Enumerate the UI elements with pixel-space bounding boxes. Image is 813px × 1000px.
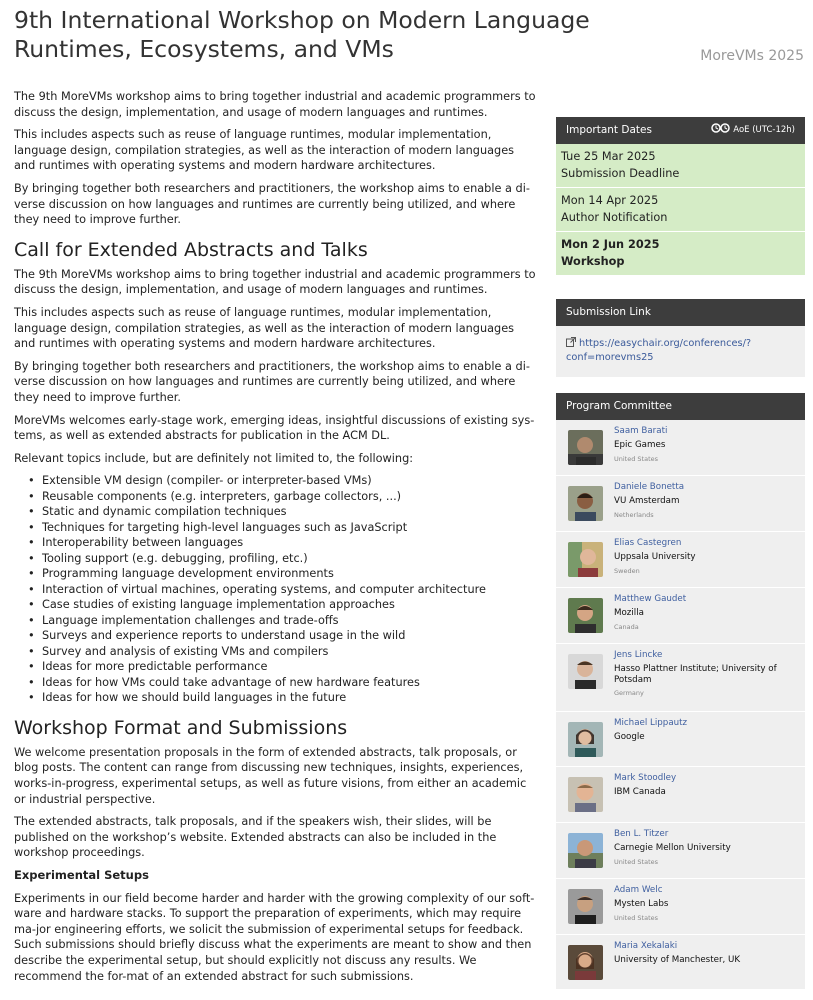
important-dates-box xyxy=(556,117,805,275)
topic-item: • Extensible VM design (compiler- or interpreter-based VMs) xyxy=(28,473,538,489)
external-link-icon xyxy=(566,337,576,347)
date-row xyxy=(556,232,805,275)
member-affiliation: Hasso Plattner Institute; University of Potsdam xyxy=(614,664,777,685)
member-info xyxy=(614,594,799,631)
member-name[interactable]: Mark Stoodley xyxy=(614,773,677,783)
member-country: Sweden xyxy=(614,566,640,575)
member-info xyxy=(614,773,799,802)
member-info xyxy=(614,538,799,575)
member-info xyxy=(614,650,799,697)
submission-link-header: Submission Link xyxy=(556,299,805,326)
member-name[interactable]: Jens Lincke xyxy=(614,650,663,660)
avatar xyxy=(568,833,603,868)
topic-item: • Language implementation challenges and trade-offs xyxy=(28,613,538,629)
topic-item: • Surveys and experience reports to understand usage in the wild xyxy=(28,628,538,644)
topic-item: • Ideas for how we should build languages in the future xyxy=(28,690,538,706)
topic-item: • Programming language development environments xyxy=(28,566,538,582)
member-affiliation: IBM Canada xyxy=(614,787,666,797)
member-country: United States xyxy=(614,454,659,463)
avatar xyxy=(568,430,603,465)
topic-item: • Tooling support (e.g. debugging, profiling, etc.) xyxy=(28,551,538,567)
call-paragraph-2: This includes aspects such as reuse of language runtimes, modular implementation, language design, compilation strategies, as well as the interaction of modern languages and runtimes with operating systems and modern hardware architectures. xyxy=(14,305,515,351)
member-affiliation: Uppsala University xyxy=(614,552,696,562)
intro-paragraph-2: This includes aspects such as reuse of language runtimes, modular implementation, language design, compilation strategies, as well as the interaction of modern languages and runtimes with operating systems and modern hardware architectures. xyxy=(14,128,515,173)
topic-item: • Ideas for how VMs could take advantage of new hardware features xyxy=(28,675,538,691)
timezone-label: AoE (UTC-12h) xyxy=(733,125,795,135)
important-dates-title: Important Dates xyxy=(566,124,652,136)
avatar xyxy=(568,654,603,689)
avatar xyxy=(568,542,603,577)
conference-short-name: MoreVMs 2025 xyxy=(700,48,804,64)
format-paragraph-1: We welcome presentation proposals in the form of extended abstracts, talk proposals, or blog posts. The content can range from discussing new techniques, insights, experiences, works-in-progress, experimental setups, as well as future visions, from either an academic or industrial perspective. xyxy=(14,745,527,806)
date-value: Mon 14 Apr 2025 xyxy=(561,194,659,207)
committee-member[interactable] xyxy=(556,823,805,879)
timezone-toggle-icon xyxy=(711,123,731,133)
program-committee-header: Program Committee xyxy=(556,393,805,420)
topics-list xyxy=(14,473,538,706)
topic-item: • Static and dynamic compilation techniques xyxy=(28,504,538,520)
topic-item: • Techniques for targeting high-level languages such as JavaScript xyxy=(28,520,538,536)
date-label: Author Notification xyxy=(561,211,668,224)
committee-member[interactable] xyxy=(556,644,805,712)
member-name[interactable]: Daniele Bonetta xyxy=(614,482,685,492)
member-country: United States xyxy=(614,913,659,922)
committee-list xyxy=(556,420,805,990)
member-info xyxy=(614,482,799,519)
topic-item: • Interaction of virtual machines, operating systems, and computer architecture xyxy=(28,582,538,598)
committee-member[interactable] xyxy=(556,476,805,532)
format-paragraph-2: The extended abstracts, talk proposals, and if the speakers wish, their slides, will be published on the workshop’s website. Extended abstracts can also be included in the workshop proceedings. xyxy=(14,815,497,860)
avatar xyxy=(568,598,603,633)
submission-link-line-1: https://easychair.org/conferences/? xyxy=(579,338,752,349)
avatar xyxy=(568,889,603,924)
main-content xyxy=(14,89,538,991)
topic-item: • Ideas for more predictable performance xyxy=(28,659,538,675)
page-title: 9th International Workshop on Modern Language Runtimes, Ecosystems, and VMs xyxy=(14,6,590,63)
submission-link[interactable] xyxy=(566,338,751,363)
committee-member[interactable] xyxy=(556,420,805,476)
committee-member[interactable] xyxy=(556,588,805,644)
member-info xyxy=(614,718,799,747)
intro-paragraph-1: The 9th MoreVMs workshop aims to bring together industrial and academic programmers to discuss the design, implementation, and usage of modern languages and runtimes. xyxy=(14,90,536,119)
date-row xyxy=(556,144,805,188)
title-block xyxy=(14,6,714,64)
call-paragraph-5: Relevant topics include, but are definitely not limited to, the following: xyxy=(14,451,414,465)
member-name[interactable]: Saam Barati xyxy=(614,426,668,436)
format-paragraph-3: Experiments in our field become harder and harder with the growing complexity of our soft-ware and hardware stacks. To support the preparation of experiments, which may require ma-jor engineering efforts, we solicit the submission of experimental setups for feedback. Such submissions should briefly discuss what the experiments are meant to show and then describe the experimental setup, but should explicitly not discuss any results. We recommend the for-mat of an extended abstract for such submissions. xyxy=(14,891,535,983)
important-dates-header xyxy=(556,117,805,144)
date-value: Mon 2 Jun 2025 xyxy=(561,238,660,251)
date-label: Submission Deadline xyxy=(561,167,680,180)
member-info xyxy=(614,941,799,970)
committee-member[interactable] xyxy=(556,879,805,935)
member-name[interactable]: Elias Castegren xyxy=(614,538,682,548)
member-name[interactable]: Matthew Gaudet xyxy=(614,594,687,604)
call-paragraph-3: By bringing together both researchers and practitioners, the workshop aims to enable a di-verse discussion on how languages and runtimes are currently being utilized, and where they need to improve further. xyxy=(14,359,530,404)
member-country: United States xyxy=(614,857,659,866)
dates-list xyxy=(556,144,805,275)
submission-link-body xyxy=(556,326,805,377)
topic-item: • Interoperability between languages xyxy=(28,535,538,551)
program-committee-box xyxy=(556,393,805,990)
member-affiliation: University of Manchester, UK xyxy=(614,955,741,965)
member-affiliation: Carnegie Mellon University xyxy=(614,843,731,853)
avatar xyxy=(568,945,603,980)
experimental-setups-heading: Experimental Setups xyxy=(14,867,149,882)
timezone-toggle[interactable] xyxy=(711,117,795,144)
submission-link-box xyxy=(556,299,805,377)
member-info xyxy=(614,829,799,866)
member-info xyxy=(614,885,799,922)
date-value: Tue 25 Mar 2025 xyxy=(561,150,656,163)
member-country: Canada xyxy=(614,622,639,631)
topic-item: • Reusable components (e.g. interpreters, garbage collectors, ...) xyxy=(28,489,538,505)
member-affiliation: Mozilla xyxy=(614,608,644,618)
committee-member[interactable] xyxy=(556,767,805,823)
committee-member[interactable] xyxy=(556,532,805,588)
member-affiliation: Google xyxy=(614,732,645,742)
call-paragraph-4: MoreVMs welcomes early-stage work, emerging ideas, insightful discussions of existing sys-tems, as well as extended abstracts for publication in the ACM DL. xyxy=(14,413,535,443)
topic-item: • Case studies of existing language implementation approaches xyxy=(28,597,538,613)
member-name[interactable]: Ben L. Titzer xyxy=(614,829,669,839)
topic-item: • Survey and analysis of existing VMs and compilers xyxy=(28,644,538,660)
member-name[interactable]: Adam Welc xyxy=(614,885,663,895)
format-heading: Workshop Format and Submissions xyxy=(14,716,348,739)
member-info xyxy=(614,426,799,463)
call-heading: Call for Extended Abstracts and Talks xyxy=(14,238,368,261)
member-affiliation: Epic Games xyxy=(614,440,666,450)
date-row xyxy=(556,188,805,232)
submission-link-line-2: conf=morevms25 xyxy=(566,352,654,363)
member-affiliation: Mysten Labs xyxy=(614,899,669,909)
date-label: Workshop xyxy=(561,255,625,268)
avatar xyxy=(568,486,603,521)
intro-paragraph-3: By bringing together both researchers and practitioners, the workshop aims to enable a di-verse discussion on how languages and runtimes are currently being utilized, and where they need to improve further. xyxy=(14,181,530,227)
call-paragraph-1: The 9th MoreVMs workshop aims to bring together industrial and academic programmers to discuss the design, implementation, and usage of modern languages and runtimes. xyxy=(14,267,536,297)
member-country: Netherlands xyxy=(614,510,654,519)
avatar xyxy=(568,777,603,812)
member-country: Germany xyxy=(614,689,644,697)
committee-member[interactable] xyxy=(556,935,805,990)
avatar xyxy=(568,722,603,757)
member-affiliation: VU Amsterdam xyxy=(614,496,680,506)
member-name[interactable]: Michael Lippautz xyxy=(614,718,688,728)
committee-member[interactable] xyxy=(556,712,805,767)
member-name[interactable]: Maria Xekalaki xyxy=(614,941,678,951)
